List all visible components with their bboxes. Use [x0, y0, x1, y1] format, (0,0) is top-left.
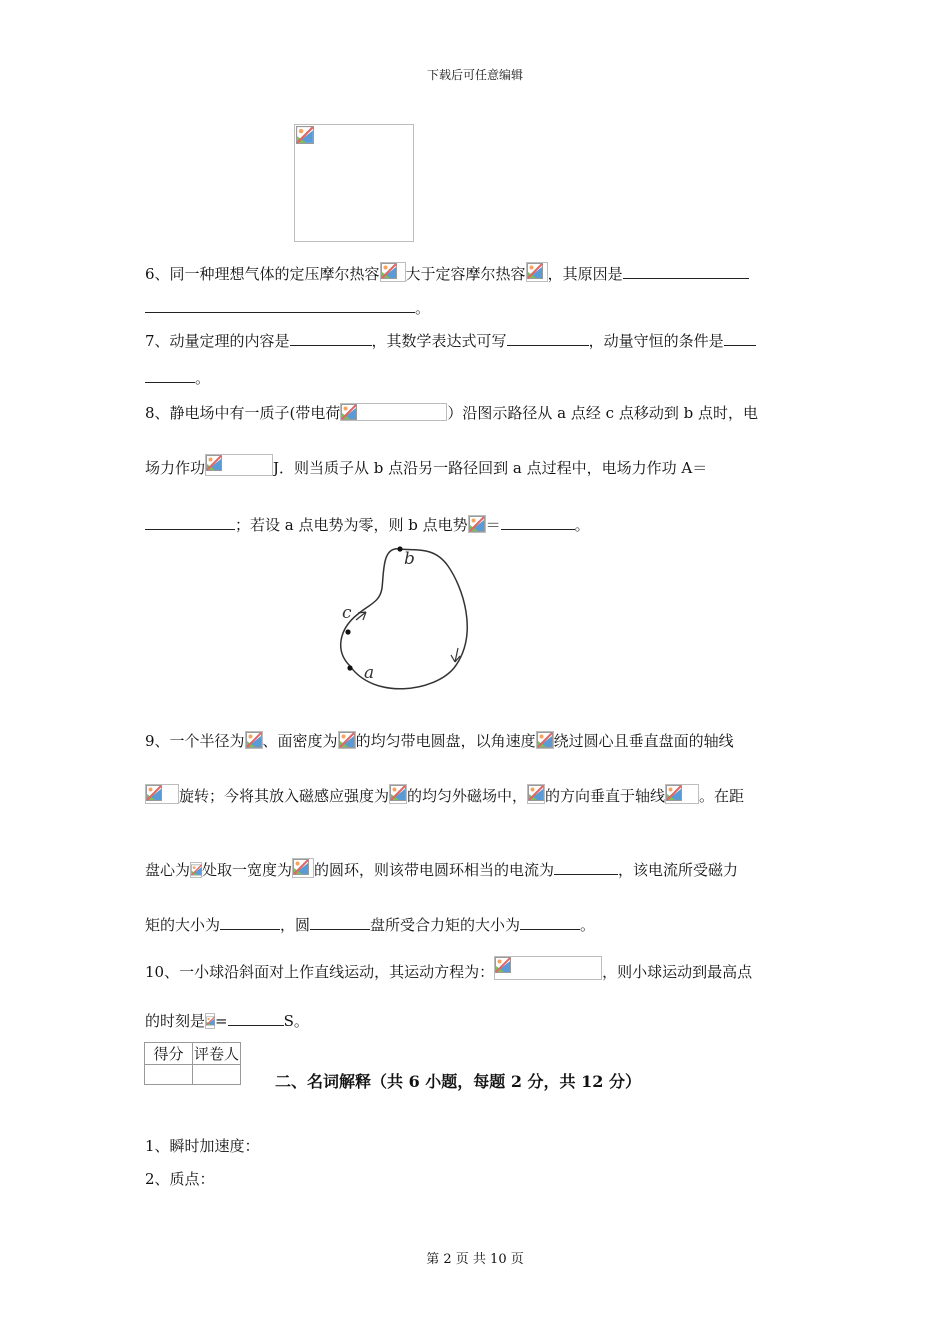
broken-image-icon [381, 263, 397, 279]
question-9-line-1: 9、一个半径为 、面密度为 的均匀带电圆盘，以角速度 绕过圆心且垂直盘面的轴线 [145, 732, 734, 750]
formula-image-omega [536, 731, 554, 749]
broken-image-icon [469, 516, 485, 532]
electric-path-figure [330, 540, 480, 700]
broken-image-icon [390, 785, 406, 801]
answer-blank [554, 860, 618, 875]
point-a-label: a [364, 663, 375, 683]
broken-image-icon [528, 785, 544, 801]
formula-image-density [338, 731, 356, 749]
formula-image-equation [494, 956, 602, 980]
formula-image-charge [340, 403, 447, 421]
term-2: 2、质点： [145, 1170, 215, 1188]
question-7-line-1: 7、动量定理的内容是 ，其数学表达式可写 ，动量守恒的条件是 [145, 331, 756, 351]
question-10-line-2: 的时刻是 = S。 [145, 1012, 309, 1030]
formula-image-dr [292, 858, 314, 878]
answer-blank [623, 264, 749, 279]
question-9-line-4: 矩的大小为 ，圆 盘所受合力矩的大小为 。 [145, 916, 596, 934]
answer-blank [290, 331, 372, 346]
answer-blank [507, 331, 589, 346]
formula-image-radius [245, 731, 263, 749]
formula-image-b-vector [527, 784, 545, 804]
formula-image-axis [145, 784, 179, 804]
broken-image-icon [206, 455, 222, 471]
broken-image-icon [293, 859, 309, 875]
section-2-title: 二、名词解释（共 6 小题，每题 2 分，共 12 分） [275, 1072, 641, 1091]
answer-blank [145, 298, 415, 313]
broken-image-placeholder [294, 124, 414, 242]
broken-image-icon [296, 126, 314, 144]
answer-blank [310, 915, 370, 930]
broken-image-icon [666, 785, 682, 801]
page-footer: 第 2 页 共 10 页 [426, 1252, 524, 1267]
score-cell[interactable] [145, 1065, 193, 1085]
point-b-label: b [404, 549, 415, 569]
grader-cell[interactable] [193, 1065, 241, 1085]
question-9-line-2: 旋转；今将其放入磁感应强度为 的均匀外磁场中， 的方向垂直于轴线 。在距 [145, 784, 744, 806]
page-header: 下载后可任意编辑 [426, 68, 523, 82]
formula-image-cv [526, 262, 548, 282]
formula-image-t [205, 1013, 215, 1029]
point-c-label: c [342, 603, 352, 623]
broken-image-icon [341, 404, 357, 420]
broken-image-icon [339, 732, 355, 748]
answer-blank [228, 1011, 284, 1026]
answer-blank [145, 515, 235, 530]
broken-image-icon [206, 1014, 215, 1028]
question-8-line-3: ；若设 a 点电势为零，则 b 点电势 ＝ 。 [145, 515, 590, 535]
answer-blank [501, 515, 575, 530]
score-table [144, 1042, 241, 1085]
broken-image-icon [537, 732, 553, 748]
grader-header: 评卷人 [193, 1043, 241, 1065]
question-7-line-2: 。 [145, 368, 210, 388]
broken-image-icon [191, 863, 202, 877]
formula-image-r [190, 862, 202, 878]
question-8-line-1: 8、静电场中有一质子(带电荷 ）沿图示路径从 a 点经 c 点移动到 b 点时，电 [145, 404, 758, 422]
question-6-line-1: 6、同一种理想气体的定压摩尔热容 大于定容摩尔热容 ，其原因是 [145, 262, 749, 284]
term-1: 1、瞬时加速度： [145, 1137, 260, 1155]
formula-image-cp [380, 262, 406, 282]
formula-image-potential [468, 515, 486, 533]
question-9-line-3: 盘心为 处取一宽度为 的圆环，则该带电圆环相当的电流为 ，该电流所受磁力 [145, 858, 738, 880]
question-10-line-1: 10、一小球沿斜面对上作直线运动，其运动方程为： ，则小球运动到最高点 [145, 956, 752, 982]
formula-image-work [205, 454, 273, 476]
formula-image-b-field [389, 784, 407, 804]
answer-blank [520, 915, 580, 930]
broken-image-icon [146, 785, 162, 801]
answer-blank [145, 368, 195, 383]
formula-image-axis-2 [665, 784, 699, 804]
score-header: 得分 [145, 1043, 193, 1065]
answer-blank [724, 331, 756, 346]
broken-image-icon [495, 957, 511, 973]
answer-blank [220, 915, 280, 930]
question-6-line-2: 。 [145, 298, 430, 318]
question-8-line-2: 场力作功 J．则当质子从 b 点沿另一路径回到 a 点过程中，电场力作功 A＝ [145, 454, 707, 478]
broken-image-icon [527, 263, 543, 279]
broken-image-icon [246, 732, 262, 748]
